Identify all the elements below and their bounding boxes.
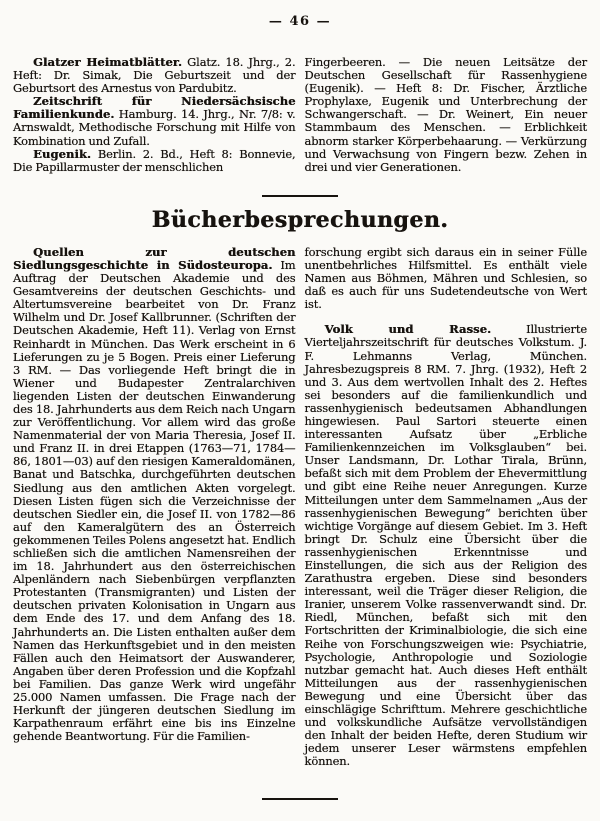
review-title: Quellen zur deutschen Siedlungsgeschichte in Südosteuropa. [13, 244, 296, 272]
journal-entry [13, 148, 296, 174]
journal-entry-title: Zeitschrift für Niedersächsische Familienkunde. [13, 94, 296, 122]
journal-entry-text: Fingerbeeren. — Die neuen Leitsätze der Deutschen Gesellschaft für Rassenhygiene (Eugenik). — Heft 8: Dr. Fischer, Ärztliche Prophylaxe, Eugenik und Unterbrechung der Schwangerschaft. — Dr. Weinert, Ein neuer Stammbaum des Menschen. — Erblichkeit abnorm starker Körperbehaarung. — Verkürzung und Verwachsung von Fingern bezw. Zehen in drei und vier Generationen. [304, 55, 587, 174]
book-reviews-section [13, 246, 587, 769]
journal-entry [13, 95, 296, 147]
front-right-column [305, 56, 588, 174]
reviews-left-column [13, 246, 296, 769]
front-matter-section [13, 56, 587, 174]
end-of-page-rule [262, 798, 338, 800]
journal-entry-text: Glatz. 18. Jhrg., 2. Heft: Dr. Simak, Die Geburtszeit und der Geburtsort des Arnestus von Pardubitz. [13, 55, 296, 96]
journal-entry-text: Berlin. 2. Bd., Heft 8: Bonnevie, Die Papillarmuster der menschlichen [13, 146, 296, 174]
front-left-column [13, 56, 296, 174]
review-text: forschung ergibt sich daraus ein in seiner Fülle unentbehrliches Hilfsmittel. Es enthält viele Namen aus Böhmen, Mähren und Schlesien, so daß es auch für uns Sudetendeutsche von Wert ist. [304, 244, 587, 312]
review-entry [305, 323, 588, 768]
journal-entry-title: Eugenik. [33, 146, 91, 161]
review-text: Illustrierte Vierteljahrszeitschrift für deutsches Volkstum. J. F. Lehmanns Verlag, München. Jahresbezugspreis 8 RM. 7. Jhrg. (1932), Heft 2 und 3. Aus dem wertvollen Inhalt des 2. Heftes sei besonders auf die familienkundlich und rassenhygienisch bedeutsamen Abhandlungen hingewiesen. Paul Sartori steuerte einen interessanten Aufsatz über „Erbliche Familienkennzeichen im Volksglauben“ bei. Unser Landsmann, Dr. Lothar Tirala, Brünn, befaßt sich mit dem Problem der Ehevermittlung und gibt eine Reihe neuer Anregungen. Kurze Mitteilungen unter dem Sammelnamen „Aus der rassenhygienischen Bewegung“ berichten über wichtige Vorgänge auf diesem Gebiet. Im 3. Heft bringt Dr. Schulz eine Übersicht über die rassenhygienischen Erkenntnisse und Einstellungen, die sich aus der Religion des Zarathustra ergeben. Diese sind besonders interessant, weil die Träger dieser Religion, die Iranier, unserem Volke rassenverwandt sind. Dr. Riedl, München, befaßt sich mit den Fortschritten der Kriminalbiologie, die sich eine Reihe von Forschungszweigen wie: Psychiatrie, Psychologie, Anthropologie und Soziologie nutzbar gemacht hat. Auch dieses Heft enthält Mitteilungen aus der rassenhygienischen Bewegung und eine Übersicht über das einschlägige Schrifttum. Mehrere geschichtliche und volkskundliche Aufsätze vervollständigen den Inhalt der beiden Hefte, deren Studium wir jedem unserer Leser wärmstens empfehlen können. [304, 322, 588, 769]
journal-entry-title: Glatzer Heimatblätter. [33, 55, 182, 69]
review-title: Volk und Rasse. [324, 322, 492, 337]
section-heading: Bücherbesprechungen. [151, 206, 449, 233]
review-entry [13, 246, 296, 744]
section-divider-rule [262, 195, 338, 197]
reviews-right-column [305, 246, 588, 769]
review-continuation [305, 246, 588, 311]
page-number: — 46 — [268, 14, 332, 29]
journal-entry-continuation [305, 56, 588, 174]
journal-entry [13, 56, 296, 95]
review-text: Im Auftrag der Deutschen Akademie und des Gesamtvereins der deutschen Geschichts- und Altertumsvereine bearbeitet von Dr. Franz Wilhelm und Dr. Josef Kallbrunner. (Schriften der Deutschen Akademie, Heft 11). Verlag von Ernst Reinhardt in München. Das Werk erscheint in 6 Lieferungen zu je 5 Bogen. Preis einer Lieferung 3 RM. — Das vorliegende Heft bringt die in Wiener und Budapester Zentralarchiven liegenden Listen der deutschen Einwanderung des 18. Jahrhunderts aus dem Reich nach Ungarn zur Veröffentlichung. Vor allem wird das große Namenmaterial der von Maria Theresia, Josef II. und Franz II. in drei Etappen (1763—71, 1784—86, 1801—03) auf den riesigen Kameraldomänen, Banat und Batschka, durchgeführten deutschen Siedlung aus den amtlichen Akten vorgelegt. Diesen Listen fügen sich die Verzeichnisse der deutschen Siedler ein, die Josef II. von 1782—86 auf den Kameralgütern des an Österreich gekommenen Teiles Polens angesetzt hat. Endlich schließen sich die amtlichen Namensreihen der im 18. Jahrhundert aus den österreichischen Alpenländern nach Siebenbürgen verpflanzten Protestanten (Transmigranten) und Listen der deutschen privaten Kolonisation in Ungarn aus dem Ende des 17. und dem Anfang des 18. Jahrhunderts an. Die Listen enthalten außer dem Namen das Herkunftsgebiet und in den meisten Fällen auch den Heimatsort der Auswanderer, Angaben über deren Profession und die Kopfzahl bei Familien. Das ganze Werk wird ungefähr 25.000 Namen umfassen. Die Frage nach der Herkunft der jüngeren deutschen Siedlung im Karpathenraum erfährt eine bis ins Einzelne gehende Beantwortung. Für die Familien- [13, 257, 296, 744]
journal-entry-text: Hamburg. 14. Jhrg., Nr. 7/8: v. Arnswaldt, Methodische Forschung mit Hilfe von Kombination und Zufall. [13, 107, 296, 148]
